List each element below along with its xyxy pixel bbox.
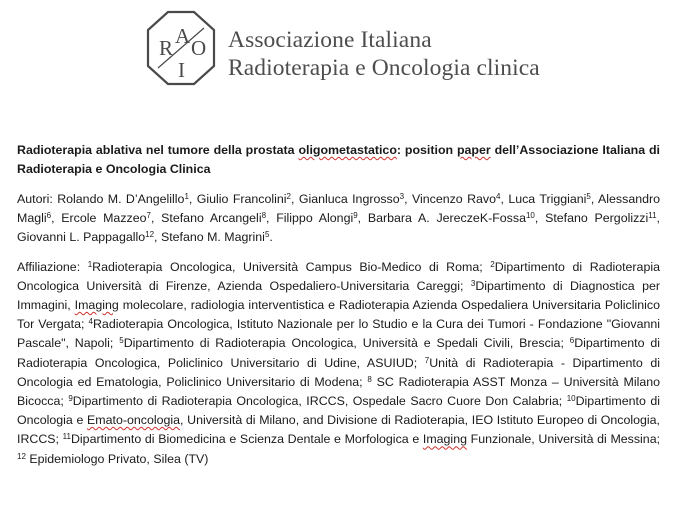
affiliation-text: Funzionale, Università di Messina; <box>466 432 661 447</box>
author-name: Stefano Arcangeli <box>161 211 262 226</box>
author-separator: , <box>500 192 509 206</box>
author-affiliation-number: 2 <box>286 192 291 201</box>
affiliation-number: 10 <box>566 394 576 404</box>
author-affiliation-number: 1 <box>184 192 189 201</box>
affiliation-text: Dipartimento di Radioterapia Oncologica, Policlinico Universitario di Udine, ASUIUD; <box>17 336 660 370</box>
affiliation-text: Unità di Radioterapia - Dipartimento di Oncologia ed Ematologia, Policlinico Universitario di Modena; <box>17 355 660 389</box>
author-name: Gianluca Ingrosso <box>298 192 400 206</box>
author-name: Stefano Pergolizzi <box>545 211 649 226</box>
author-affiliation-number: 10 <box>525 211 535 221</box>
spellcheck-word: Emato-oncologia <box>87 413 181 428</box>
affiliations-label: Affiliazione: <box>17 259 81 274</box>
affiliation-number: 7 <box>424 355 430 365</box>
affiliations-paragraph <box>17 258 660 469</box>
author-separator: , <box>154 230 161 245</box>
affiliation-number: 2 <box>490 259 495 269</box>
affiliation-number: 5 <box>119 336 124 346</box>
author-name: Filippo Alongi <box>276 211 354 226</box>
author-separator: , <box>188 192 197 206</box>
author-name: Rolando M. D’Angelillo <box>57 192 185 206</box>
author-affiliation-number: 5 <box>586 192 591 201</box>
author-separator: , <box>51 211 62 226</box>
author-affiliation-number: 4 <box>496 192 501 201</box>
spellcheck-word: paper <box>456 143 491 157</box>
logo-letter-o: O <box>191 36 207 60</box>
author-name: Giovanni L. Pappagallo <box>17 230 146 245</box>
affiliation-text: Dipartimento di Biomedicina e Scienza Dentale e Morfologica e <box>70 432 423 447</box>
author-name: Stefano M. Magrini <box>160 230 265 245</box>
author-name: Ercole Mazzeo <box>61 211 147 226</box>
affiliation-text: Radioterapia Oncologica, Università Campus Bio-Medico di Roma; <box>92 259 491 274</box>
affiliation-text: Dipartimento di Radioterapia Oncologica, IRCCS, Ospedale Sacro Cuore Don Calabria; <box>72 394 567 409</box>
affiliation-text: Dipartimento di Radioterapia Oncologica Università di Firenze, Azienda Ospedaliero-Universitaria Careggi; <box>17 259 660 293</box>
author-separator: , <box>590 192 599 206</box>
affiliation-text: Dipartimento di Diagnostica per Immagini, <box>17 278 660 313</box>
affiliation-text: Radioterapia Oncologica, Istituto Nazionale per lo Studio e la Cura dei Tumori - Fondazione "Giovanni Pascale", Napoli; <box>17 317 660 351</box>
author-separator: , <box>150 211 162 226</box>
author-name: Vincenzo Ravo <box>411 192 497 206</box>
affiliation-number: 4 <box>88 317 93 327</box>
author-separator: , <box>290 192 299 206</box>
organization-name-line-1: Associazione Italiana <box>228 27 432 53</box>
logo-letter-a: A <box>175 24 191 48</box>
affiliation-text: , Università di Milano, and Divisione di Radioterapia, IEO Istituto Europeo di Oncologia, IRCCS; <box>17 413 660 447</box>
author-separator: . <box>269 230 273 245</box>
affiliation-text: Dipartimento di Oncologia e <box>17 394 660 428</box>
author-affiliation-number: 6 <box>46 211 52 221</box>
affiliation-number: 1 <box>87 259 93 269</box>
author-affiliation-number: 3 <box>399 192 405 201</box>
author-name: Luca Triggiani <box>508 192 587 206</box>
author-separator: , <box>357 211 368 226</box>
spellcheck-word: oligometastatico <box>298 143 397 157</box>
authors-paragraph <box>17 190 660 248</box>
affiliation-text: molecolare, radiologia interventistica e Radioterapia Azienda Ospedaliera Universitaria Policlinico Tor Vergata; <box>17 298 660 332</box>
logo-letter-r: R <box>159 36 174 60</box>
affiliation-text: SC Radioterapia ASST Monza – Università Milano Bicocca; <box>17 374 660 409</box>
airo-logo <box>146 10 216 86</box>
author-name: Alessandro Magli <box>17 192 661 226</box>
author-name: Giulio Francolini <box>196 192 287 206</box>
organization-name-line-2: Radioterapia e Oncologia clinica <box>228 55 540 81</box>
affiliation-number: 12 <box>17 451 26 461</box>
spellcheck-word: Imaging <box>422 432 467 447</box>
document-title: Radioterapia ablativa nel tumore della prostata oligometastatico: position paper dell’Associazione Italiana di Radioterapia e Oncologia Clinica <box>17 143 660 176</box>
organization-name <box>228 26 540 82</box>
author-affiliation-number: 11 <box>648 211 657 221</box>
document-header <box>146 10 566 90</box>
author-affiliation-number: 8 <box>261 211 267 221</box>
author-affiliation-number: 5 <box>264 230 270 240</box>
affiliation-number: 9 <box>68 394 73 404</box>
author-name: Barbara A. JereczeK-Fossa <box>367 211 526 226</box>
author-affiliation-number: 9 <box>353 211 358 221</box>
spellcheck-word: Imaging <box>74 298 119 313</box>
logo-letter-i: I <box>178 58 185 82</box>
author-affiliation-number: 12 <box>145 230 155 240</box>
authors-label: Autori: <box>17 192 53 206</box>
author-separator: , <box>656 211 660 226</box>
affiliation-number: 11 <box>62 432 71 442</box>
affiliation-number: 6 <box>569 336 575 346</box>
author-affiliation-number: 7 <box>146 211 151 221</box>
affiliation-number: 3 <box>470 278 476 288</box>
author-separator: , <box>534 211 546 226</box>
affiliation-number: 8 <box>367 374 372 384</box>
author-separator: , <box>266 211 277 226</box>
author-separator: , <box>404 192 412 206</box>
affiliation-text: Epidemiologo Privato, Silea (TV) <box>25 451 209 466</box>
document-body <box>17 141 660 479</box>
affiliation-text: Dipartimento di Radioterapia Oncologica, Università e Spedali Civili, Brescia; <box>123 336 570 351</box>
